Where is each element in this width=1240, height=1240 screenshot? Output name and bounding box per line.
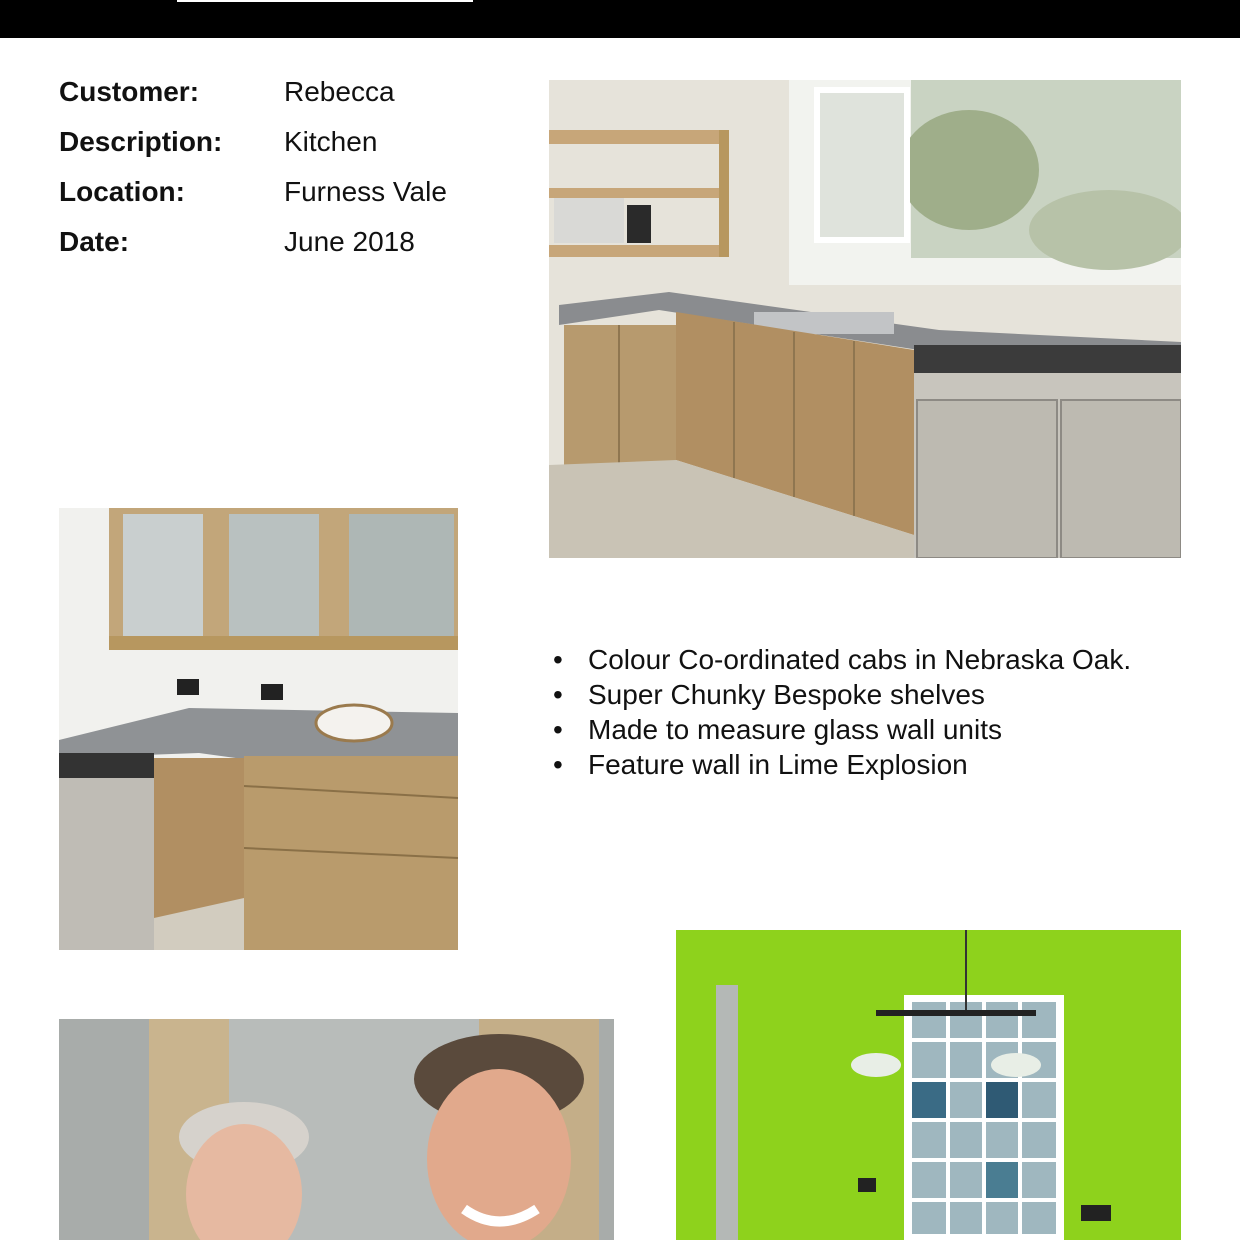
detail-value: June 2018 <box>284 226 415 257</box>
feature-item: • Made to measure glass wall units <box>553 712 1193 747</box>
detail-value: Kitchen <box>284 126 378 157</box>
header-bar <box>0 0 1240 38</box>
kitchen-overview-photo <box>549 80 1181 558</box>
feature-list <box>553 642 1193 782</box>
lime-feature-wall-photo <box>676 930 1181 1240</box>
feature-item: • Feature wall in Lime Explosion <box>553 747 1193 782</box>
detail-value: Furness Vale <box>284 176 447 207</box>
detail-label: Date: <box>59 226 130 257</box>
detail-label: Location: <box>59 176 185 207</box>
detail-value: Rebecca <box>284 76 395 107</box>
feature-item: • Colour Co-ordinated cabs in Nebraska Oak. <box>553 642 1193 677</box>
detail-label: Customer: <box>59 76 200 107</box>
feature-item: • Super Chunky Bespoke shelves <box>553 677 1193 712</box>
customer-selfie-photo <box>59 1019 614 1240</box>
detail-label: Description: <box>59 126 223 157</box>
glass-wall-units-photo <box>59 508 458 950</box>
header-tab-marker <box>177 0 473 2</box>
